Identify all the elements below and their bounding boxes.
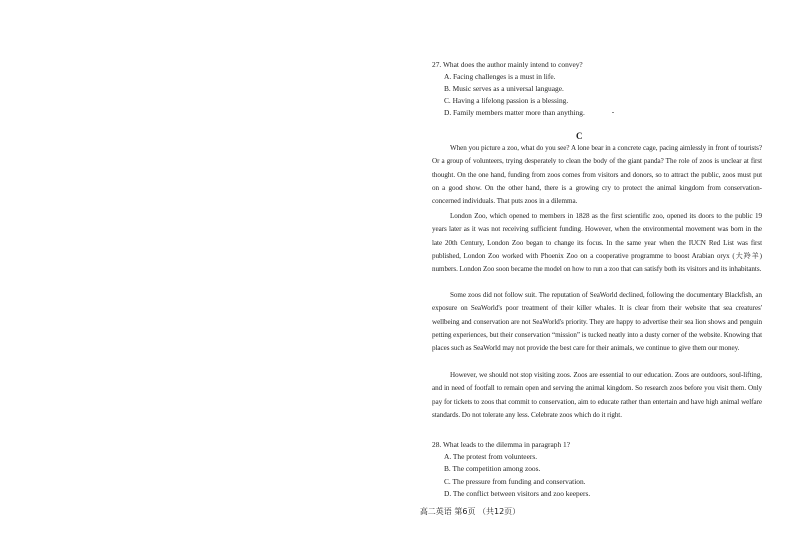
passage-paragraph-2: London Zoo, which opened to members in 1828 as the first scientific zoo, opened its doors to the public 19 years later as it was not receiving sufficient funding. However, when the environmental movement was born in the late 20th Century, London Zoo began to change its focus. In the same year when the IUCN Red List was first published, London Zoo worked with Phoenix Zoo on a cooperative programme to boost Arabian oryx (大羚羊) numbers. London Zoo soon became the model on how to run a zoo that can satisfy both its visitors and its inhabitants.	[432, 212, 762, 274]
passage-paragraph-3: Some zoos did not follow suit. The reputation of SeaWorld declined, following the documentary Blackfish, an exposure on SeaWorld's poor treatment of their killer whales. It is clear from their website that sea creatures' wellbeing and conservation are not SeaWorld's priority. They are happy to advertise their sea lion shows and penguin petting experiences, but their conservation “mission” is tucked neatly into a dusty corner of the website. Knowing that places such as SeaWorld may not provide the best care for their animals, we continue to give them our money.	[432, 291, 762, 353]
question-28-option-a: A. The protest from volunteers.	[444, 452, 538, 461]
question-27-option-d: D. Family members matter more than anything.	[444, 108, 585, 117]
question-28-title: 28. What leads to the dilemma in paragraph 1?	[432, 440, 570, 449]
question-27-title: 27. What does the author mainly intend to convey?	[432, 60, 583, 69]
stray-mark	[612, 112, 614, 113]
question-28-option-d: D. The conflict between visitors and zoo keepers.	[444, 489, 591, 498]
question-27-option-a: A. Facing challenges is a must in life.	[444, 72, 556, 81]
question-28-option-b: B. The competition among zoos.	[444, 464, 541, 473]
passage-paragraph-1: When you picture a zoo, what do you see? A lone bear in a concrete cage, pacing aimlessly in front of tourists? Or a group of volunteers, trying desperately to clean the body of the giant panda? The role of zoos is unclear at first thought. On the one hand, funding from zoos comes from visitors and donors, so to attract the public, zoos must put on a good show. On the other hand, there is a growing cry to protect the animal kingdom from conservation-concerned individuals. That puts zoos in a dilemma.	[432, 144, 762, 206]
passage-paragraph-4: However, we should not stop visiting zoos. Zoos are essential to our education. Zoos are outdoors, soul-lifting, and in need of footfall to remain open and serving the animal kingdom. So research zoos before you visit them. Only pay for tickets to zoos that commit to conservation, aim to educate rather than entertain and have high animal welfare standards. Do not tolerate any less. Celebrate zoos which do it right.	[432, 371, 762, 419]
question-27-option-b: B. Music serves as a universal language.	[444, 84, 564, 93]
page-footer: 高二英语 第6页 （共12页）	[419, 507, 521, 516]
question-28-option-c: C. The pressure from funding and conservation.	[444, 477, 586, 486]
question-27-option-c: C. Having a lifelong passion is a blessing.	[444, 96, 569, 105]
section-heading: C	[576, 131, 583, 141]
